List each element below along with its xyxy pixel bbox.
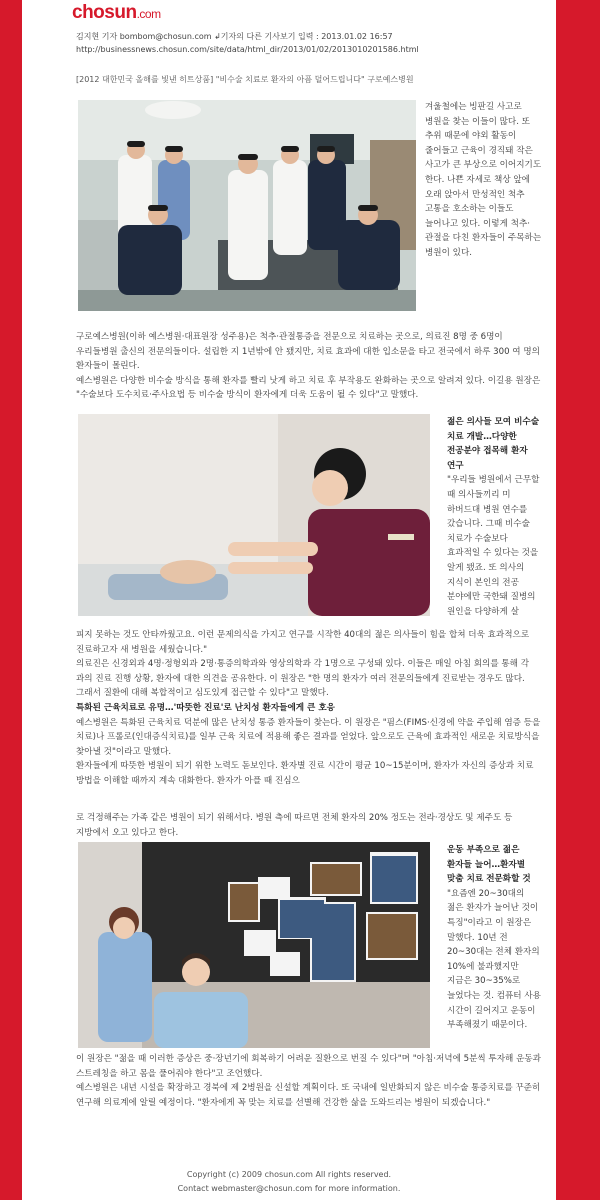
paragraph: 구로예스병원(이하 예스병원·대표원장 성주용)은 척추·관절통증을 전문으로 치료하는 곳으로, 의료진 8명 중 6명이 우리들병원 출신의 전문의들이다. 설립한 지 1년밖에 안 됐지만, 치료 효과에 대한 입소문을 타고 전국에서 하루 300 여 명의 환자들이 몰린다.	[76, 332, 540, 372]
side-text-3	[447, 843, 543, 1033]
article-url[interactable]: http://businessnews.chosun.com/site/data/html_dir/2013/01/02/2013010201586.html	[76, 45, 419, 54]
subheading: 특화된 근육치료로 유명…'따뜻한 진료'로 난치성 환자들에게 큰 호응	[76, 702, 335, 713]
article-body-1	[76, 330, 546, 403]
article-caption: [2012 대한민국 올해를 빛낸 히트상품] "비수술 치료로 환자의 아픔 덜어드립니다" 구로예스병원	[76, 75, 414, 84]
contact-text[interactable]: Contact webmaster@chosun.com for more information.	[177, 1184, 401, 1193]
side-text-1: 겨울철에는 빙판길 사고로 병원을 찾는 이들이 많다. 또 추위 때문에 야외 활동이 줄어들고 근육이 경직돼 작은 사고가 큰 부상으로 이어지기도 한다. 나쁜 자세로 책상 앞에 오래 앉아서 만성적인 척추 고통을 호소하는 이들도 늘어나고 있다. 이렇게 척추·관절을 다친 환자들이 주목하는 병원이 있다.	[425, 102, 542, 258]
paragraph: "요즘엔 20~30대의 젊은 환자가 늘어난 것이 특징"이라고 이 원장은 말했다. 10년 전 20~30대는 전체 환자의 10%에 불과했지만 지금은 30~35%로 늘었다는 것. 컴퓨터 사용 시간이 길어지고 운동이 부족해졌기 때문이다.	[447, 888, 541, 1031]
paragraph: "우리들 병원에서 근무할 때 의사들끼리 미 하버드대 병원 연수를 갔습니다. 그때 비수술 치료가 수술보다 효과적일 수 있다는 것을 알게 됐죠. 또 의사의 지식이 본인의 전공 분야에만 국한돼 질병의 원인을 다양하게 살	[447, 475, 540, 617]
article-body-3	[76, 811, 546, 840]
subheading: 젊은 의사들 모여 비수술 치료 개발…다양한 전공분야 접목해 환자 연구	[447, 417, 539, 471]
photo-hospital-gallery	[78, 842, 430, 1048]
paragraph: 예스병원은 다양한 비수술 방식을 통해 환자를 빨리 낫게 하고 치료 후 부작용도 완화하는 곳으로 알려져 있다. 이길용 원장은 "수술보다 도수치료·주사요법 등 비수술 방식이 환자에게 더욱 도움이 될 수 있다"고 말했다.	[76, 375, 541, 401]
side-text-2	[447, 415, 543, 619]
copyright-text: Copyright (c) 2009 chosun.com All rights reserved.	[186, 1170, 392, 1179]
chosun-logo[interactable]: chosun.com	[72, 2, 161, 23]
byline: 김지현 기자 bombom@chosun.com ↲기자의 다른 기사보기 입력 : 2013.01.02 16:57	[76, 32, 393, 41]
article-page	[22, 0, 556, 1200]
page-footer	[22, 1168, 556, 1196]
paragraph: 의료진은 신경외과 4명·정형외과 2명·통증의학과와 영상의학과 각 1명으로 구성돼 있다. 이들은 매일 아침 회의를 통해 각 과의 진료 진행 상황, 환자에 대한 의견을 공유한다. 이 원장은 "한 명의 환자가 여러 전문의들에게 진료받는 경우도 많다. 그래서 질환에 대해 복합적이고 심도있게 접근할 수 있다"고 말했다.	[76, 659, 530, 699]
photo-doctors-group	[78, 100, 416, 311]
article-body-4	[76, 1052, 546, 1110]
paragraph: 이 원장은 "젊을 때 이러한 증상은 중·장년기에 회복하기 어려운 질환으로 번질 수 있다"며 "아침·저녁에 5분씩 투자해 운동과 스트레칭을 하고 몸을 풀어줘야 한다"고 조언했다.	[76, 1054, 541, 1079]
paragraph: 환자들에게 따뜻한 병원이 되기 위한 노력도 돋보인다. 환자별 진료 시간이 평균 10~15분이며, 환자가 자신의 증상과 치료 방법을 이해할 때까지 계속 대화한다. 환자가 아플 때 진심으	[76, 761, 534, 786]
paragraph: 예스병원은 특화된 근육치료 덕분에 많은 난치성 통증 환자들이 찾는다. 이 원장은 "핌스(FIMS·신경에 약을 주입해 염증 등을 치료)나 프롤로(인대증식치료)를 일부 근육 치료에 적용해 좋은 결과를 얻었다. 앞으로도 근육에 효과적인 새로운 치료방식을 찾아낼 것"이라고 말했다.	[76, 717, 541, 757]
photo-foot-treatment	[78, 414, 430, 616]
subheading: 운동 부족으로 젊은 환자들 늘어…환자별 맞춤 치료 전문화할 것	[447, 845, 531, 885]
article-meta	[76, 30, 546, 56]
article-body-2	[76, 628, 546, 789]
paragraph: 로 걱정해주는 가족 같은 병원이 되기 위해서다. 병원 측에 따르면 전체 환자의 20% 정도는 전라·경상도 및 제주도 등 지방에서 오고 있다고 한다.	[76, 813, 513, 838]
paragraph: 피지 못하는 것도 안타까웠고요. 이런 문제의식을 가지고 연구를 시작한 40대의 젊은 의사들이 힘을 합쳐 더욱 효과적으로 진료하고자 새 병원을 세웠습니다."	[76, 630, 530, 655]
paragraph: 예스병원은 내년 시설을 확장하고 경북에 제 2병원을 신설할 계획이다. 또 국내에 일반화되지 않은 비수술 통증치료를 꾸준히 연구해 의료계에 알릴 예정이다. "환자에게 꼭 맞는 치료를 선별해 건강한 삶을 도와드리는 병원이 되겠습니다."	[76, 1083, 541, 1108]
